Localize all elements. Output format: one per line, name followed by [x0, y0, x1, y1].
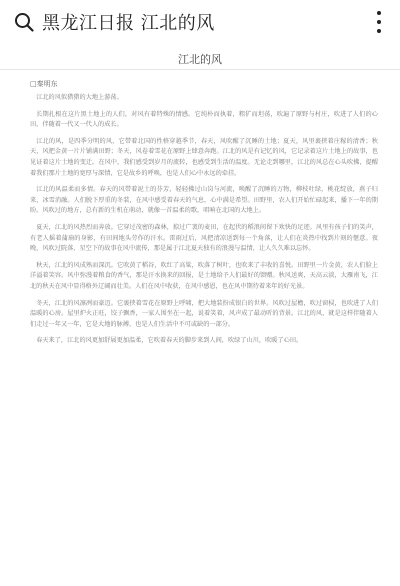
article-paragraph: 冬天，江北的风凛冽而豪迈。它裹挟着雪花在原野上呼啸，把大地装扮成银白的世界。风吹过屋檐，吹过窗棂，也吹进了人们温暖的心房。屋里炉火正旺，饺子飘香，一家人围坐在一起，说着笑着，风声成了最动听的背景。江北的风，就是这样伴随着人们走过一年又一年，它是大地的脉搏，也是人们生活中不可或缺的一部分。: [30, 299, 378, 328]
article-paragraph: 长期扎根在这片黑土地上的人们，对风有着特殊的情感。它纯朴而执着，粗犷而坦荡，吹遍了原野与村庄，吹进了人们的心田，伴随着一代又一代人的成长。: [30, 110, 378, 129]
more-dot: [377, 29, 381, 33]
more-dot: [377, 11, 381, 15]
more-vertical-icon[interactable]: [370, 9, 388, 35]
more-dot: [377, 20, 381, 24]
search-icon[interactable]: [14, 11, 36, 33]
article-paragraph: 春天来了，江北的风更加舒展更加温柔，它吹着春天的脚步来到人间，吹绿了山川，吹暖了心田。: [36, 337, 303, 345]
article-body: [0, 46, 400, 586]
article-heading: 江北的风: [0, 50, 400, 70]
page-title: 黑龙江日报 江北的风: [42, 13, 215, 34]
article-paragraph: 江北的风似猎猎的大地上游荡。: [36, 94, 123, 101]
article-paragraph: 江北的风温柔而多情。春天的风带着泥土的芬芳，轻轻拂过山岗与河流，唤醒了沉睡的万物，柳枝吐绿，桃花绽放，燕子归来，冰雪消融。人们脱下厚重的冬装，在风中感受着春天的气息，心中满是希望。田野里，农人们开始忙碌起来，播下一年的期盼。风吹过的地方，总有新的生机在萌动，就像一首温柔的歌，唱响在北国的大地上。: [30, 186, 378, 215]
article-paragraph: 江北的风，是四季分明的风，它带着北国的性格穿越季节，春天，风吹醒了沉睡的土地；夏天，风里裹挟着庄稼的清香；秋天，风把金黄一片片铺满田野；冬天，风卷着雪花在原野上肆意奔跑。江北的风是有记忆的风，它记录着这片土地上的故事，也见证着这片土地的变迁。在风中，我们感受到岁月的流转，也感受到生活的温度。无论走到哪里，江北的风总在心头吹拂，提醒着我们那片土地的宽厚与深情，它是故乡的呼唤，也是人们心中永远的牵挂。: [30, 137, 378, 177]
article-paragraph: 秋天，江北的风成熟而深沉。它吹黄了稻谷，吹红了高粱，吹落了树叶，也吹来了丰收的喜悦。田野里一片金黄，农人们脸上洋溢着笑容。风中弥漫着粮食的香气，那是汗水换来的回报，是土地给予人们最好的馈赠。秋风送爽，天高云淡，大雁南飞，江北的秋天在风中显得格外辽阔而壮美。人们在风中收获，在风中感恩，也在风中期待着来年的好光景。: [30, 261, 378, 290]
article-paragraph: 夏天，江北的风热烈而奔放。它穿过茂密的森林，掠过广袤的麦田，在起伏的稻浪间留下欢快的足迹。风里有孩子们的笑声，有老人摇着蒲扇的身影，有田间地头劳作的汗水。雷雨过后，风把清凉送到每一个角落，让人们在炎热中找到片刻的惬意。夜晚，风吹过院落，星空下的故事在风中流传，那是属于江北夏天独有的浪漫与温情，让人久久难以忘怀。: [30, 223, 378, 253]
article-author: □秦明东: [30, 80, 58, 88]
top-bar: [0, 0, 400, 44]
